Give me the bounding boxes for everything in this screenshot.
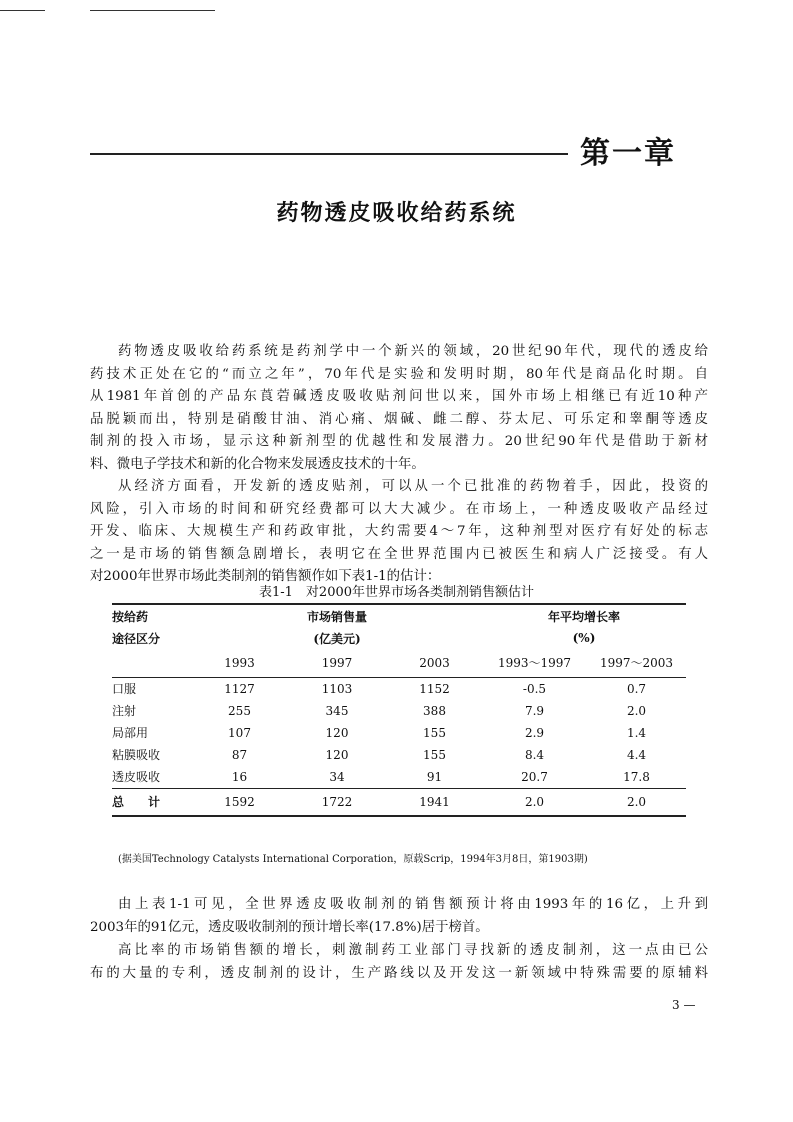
row-label: 总 计 — [112, 788, 192, 816]
cell: 120 — [325, 725, 349, 740]
paragraph-4 — [90, 940, 708, 985]
text-line: 之一是市场的销售额急剧增长，表明它在全世界范围内已被医生和病人广泛接受。有人 — [90, 546, 708, 562]
paragraph-2 — [90, 476, 708, 589]
header-sales-unit: (亿美元) — [313, 631, 361, 646]
cell: 4.4 — [626, 747, 647, 762]
cell: 1103 — [321, 681, 353, 696]
table-row — [112, 722, 686, 744]
cell: 1152 — [419, 681, 450, 696]
header-route-2: 途径区分 — [112, 631, 161, 646]
page-title: 药物透皮吸收给药系统 — [276, 200, 517, 226]
year-header: 1997 — [287, 649, 387, 677]
text-line: 高比率的市场销售额的增长，刺激制药工业部门寻找新的透皮制剂，这一点由已公 — [118, 943, 708, 958]
table-row — [112, 766, 686, 789]
cell: 2.0 — [587, 788, 686, 816]
cell: 2.0 — [482, 788, 587, 816]
text-line: 药物透皮吸收给药系统是药剂学中一个新兴的领域，20世纪90年代，现代的透皮给 — [118, 344, 708, 359]
text-line: 品脱颖而出，特别是硝酸甘油、消心痛、烟碱、雌二醇、芬太尼、可乐定和睾酮等透皮 — [90, 411, 708, 427]
header-route: 按给药 — [112, 604, 192, 627]
cell: 345 — [325, 703, 349, 718]
cell: 120 — [325, 747, 349, 762]
row-label: 局部用 — [112, 726, 149, 740]
row-label: 注射 — [112, 704, 137, 718]
table-caption: 表1-1 对2000年世界市场各类制剂销售额估计 — [258, 585, 535, 600]
paragraph-1 — [90, 341, 708, 476]
chapter-rule — [90, 153, 568, 155]
scan-mark — [0, 10, 45, 11]
text-line: 制剂的投入市场，显示这种新剂型的优越性和发展潜力。20世纪90年代是借助于新材 — [90, 434, 708, 449]
cell: 87 — [231, 747, 248, 762]
cell: 91 — [387, 766, 482, 789]
table-row — [112, 744, 686, 766]
table-total-row — [112, 788, 686, 816]
year-header: 1993 — [192, 649, 287, 677]
year-header: 2003 — [387, 649, 482, 677]
cell: 2.9 — [524, 725, 545, 740]
text-line: 布的大量的专利，透皮制剂的设计，生产路线以及开发这一新领域中特殊需要的原辅料 — [90, 965, 708, 981]
cell: 1.4 — [626, 725, 647, 740]
cell: 255 — [228, 703, 251, 718]
text-line: 从1981年首创的产品东莨菪碱透皮吸收贴剂问世以来，国外市场上相继已有近10种产 — [90, 389, 708, 404]
text-line: 料、微电子学技术和新的化合物来发展透皮技术的十年。 — [90, 456, 425, 472]
header-growth-unit: (%) — [572, 631, 596, 645]
text-line: 开发、临床、大规模生产和药政审批，大约需要4～7年，这种剂型对医疗有好处的标志 — [90, 524, 708, 539]
text-line: 由上表1-1可见，全世界透皮吸收制剂的销售额预计将由1993年的16亿，上升到 — [118, 897, 708, 912]
row-label: 粘膜吸收 — [112, 748, 161, 762]
cell: 8.4 — [524, 747, 545, 762]
cell: 107 — [228, 725, 251, 740]
cell: 155 — [423, 725, 446, 740]
cell: 388 — [423, 703, 446, 718]
text-line: 对2000年世界市场此类制剂的销售额作如下表1-1的估计： — [90, 569, 441, 584]
year-header: 1993～1997 — [482, 649, 587, 677]
table-source-note: (据美国Technology Catalysts International Corporation，原载Scrip，1994年3月8日，第1903期) — [118, 854, 588, 865]
table-row — [112, 700, 686, 722]
cell: 0.7 — [626, 681, 647, 696]
cell: 16 — [192, 766, 287, 789]
text-line: 药技术正处在它的“而立之年”，70年代是实验和发明时期，80年代是商品化时期。自 — [90, 366, 708, 382]
cell: 7.9 — [524, 703, 545, 718]
cell: 17.8 — [587, 766, 686, 789]
header-sales: 市场销售量 — [287, 604, 387, 627]
text-line: 2003年的91亿元，透皮吸收制剂的预计增长率(17.8%)居于榜首。 — [90, 919, 489, 935]
year-header: 1997～2003 — [587, 649, 686, 677]
chapter-label: 第一章 — [580, 136, 676, 171]
cell: 20.7 — [482, 766, 587, 789]
text-line: 风险，引入市场的时间和研究经费都可以大大减少。在市场上，一种透皮吸收产品经过 — [90, 501, 708, 517]
page-number: 3 — — [672, 998, 696, 1012]
scan-mark — [90, 10, 215, 11]
row-label: 口服 — [112, 682, 137, 696]
header-growth: 年平均增长率 — [482, 604, 686, 627]
sales-table — [112, 603, 686, 817]
cell: 1722 — [287, 788, 387, 816]
cell: 2.0 — [626, 703, 647, 718]
cell: 1592 — [192, 788, 287, 816]
text-line: 从经济方面看，开发新的透皮贴剂，可以从一个已批准的药物着手，因此，投资的 — [118, 479, 708, 494]
cell: 155 — [423, 747, 446, 762]
cell: 34 — [287, 766, 387, 789]
cell: -0.5 — [522, 681, 547, 696]
cell: 1941 — [387, 788, 482, 816]
row-label: 透皮吸收 — [112, 766, 192, 789]
cell: 1127 — [224, 681, 255, 696]
paragraph-3 — [90, 894, 708, 939]
table-row — [112, 677, 686, 700]
